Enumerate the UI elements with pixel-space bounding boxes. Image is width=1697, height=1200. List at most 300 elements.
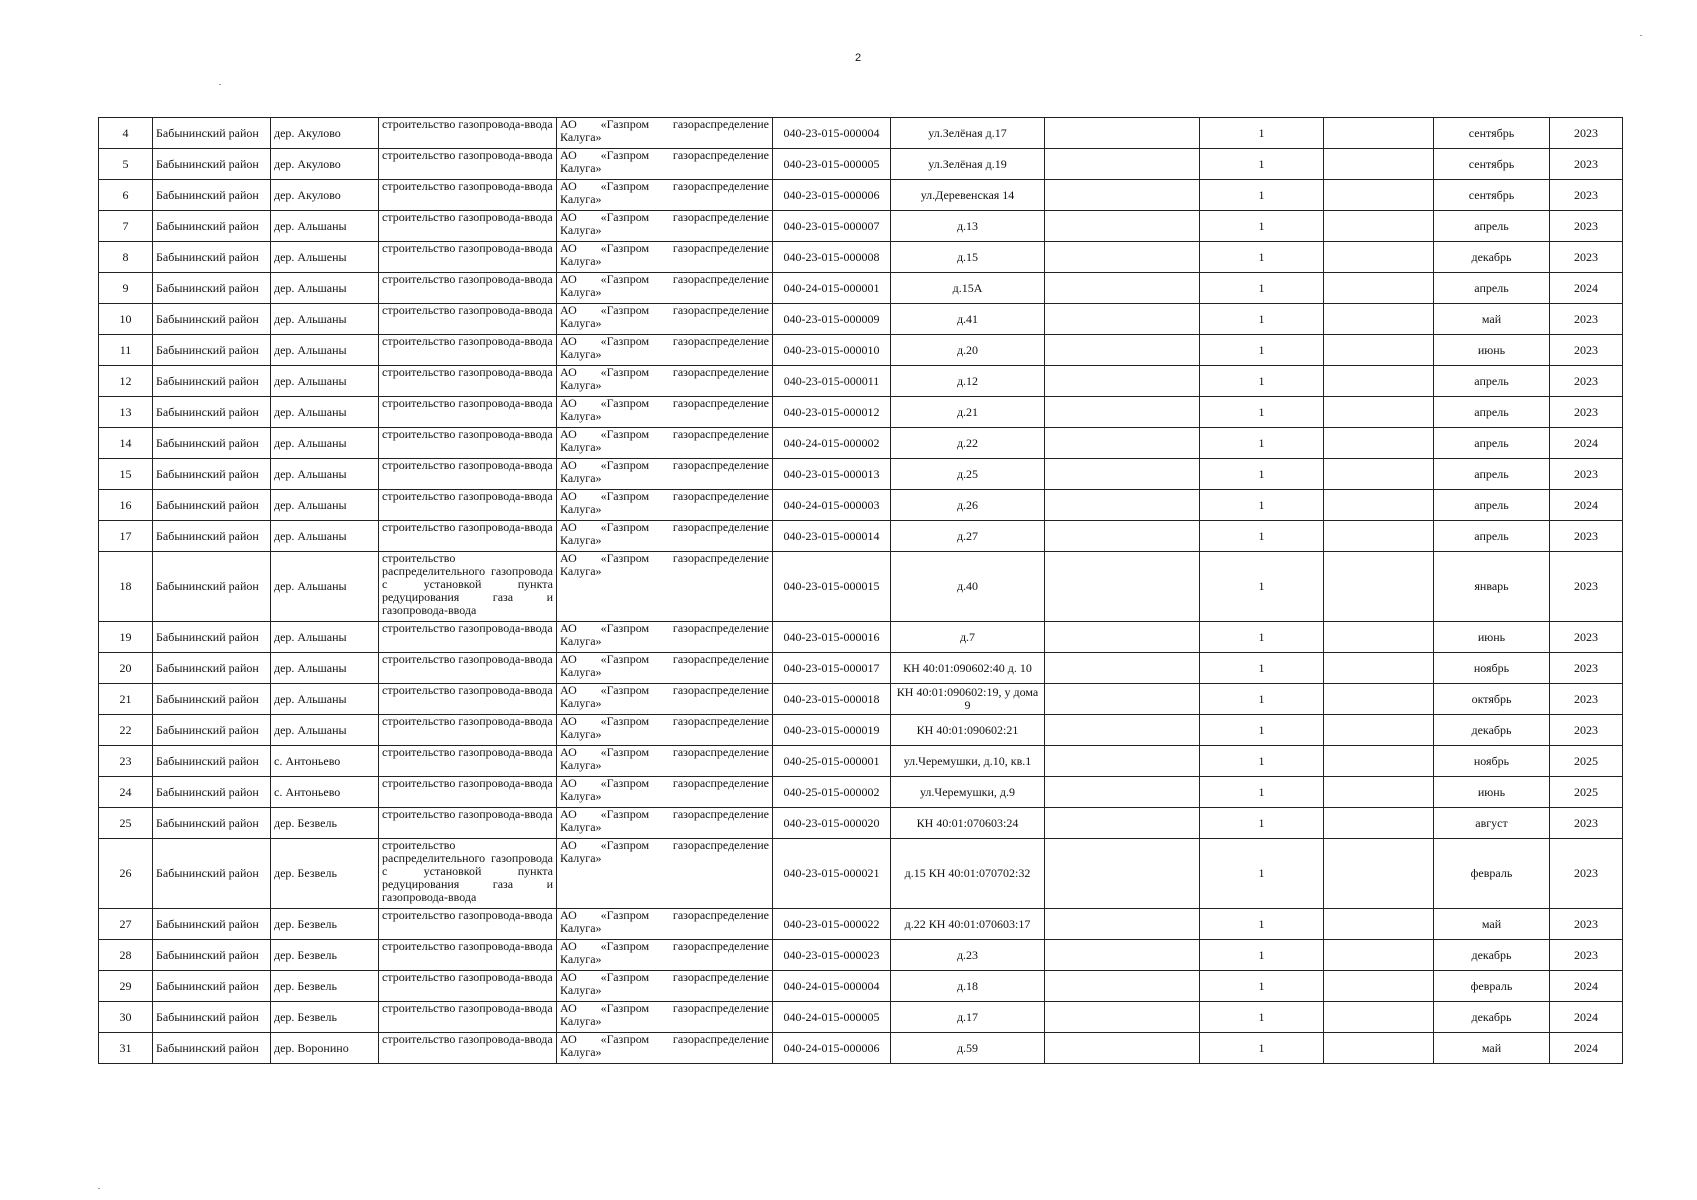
month-cell: декабрь: [1434, 1002, 1550, 1033]
year-cell: 2023: [1550, 242, 1623, 273]
district-cell: Бабынинский район: [153, 1002, 271, 1033]
row-number: 17: [99, 521, 153, 552]
month-cell: февраль: [1434, 839, 1550, 909]
village-cell: дер. Альшаны: [271, 459, 379, 490]
month-cell: апрель: [1434, 397, 1550, 428]
address-cell: д.41: [891, 304, 1045, 335]
village-cell: дер. Безвель: [271, 971, 379, 1002]
month-cell: сентябрь: [1434, 149, 1550, 180]
address-cell: ул.Черемушки, д.9: [891, 777, 1045, 808]
empty-cell: [1324, 839, 1434, 909]
address-cell: д.25: [891, 459, 1045, 490]
quantity-cell: 1: [1200, 1002, 1324, 1033]
empty-cell: [1045, 684, 1200, 715]
empty-cell: [1324, 622, 1434, 653]
work-type-cell: строительство газопровода-ввода: [379, 777, 557, 808]
quantity-cell: 1: [1200, 552, 1324, 622]
year-cell: 2023: [1550, 459, 1623, 490]
year-cell: 2024: [1550, 273, 1623, 304]
month-cell: апрель: [1434, 211, 1550, 242]
object-code-cell: 040-23-015-000019: [773, 715, 891, 746]
organization-cell: АО «Газпром газораспределение Калуга»: [557, 839, 773, 909]
table-row: [99, 746, 1623, 777]
work-type-cell: строительство газопровода-ввода: [379, 335, 557, 366]
address-cell: д.26: [891, 490, 1045, 521]
district-cell: Бабынинский район: [153, 459, 271, 490]
work-type-cell: строительство газопровода-ввода: [379, 746, 557, 777]
address-cell: КН 40:01:090602:40 д. 10: [891, 653, 1045, 684]
table-row: [99, 304, 1623, 335]
row-number: 9: [99, 273, 153, 304]
empty-cell: [1324, 1002, 1434, 1033]
empty-cell: [1324, 304, 1434, 335]
table-row: [99, 715, 1623, 746]
empty-cell: [1324, 715, 1434, 746]
empty-cell: [1324, 808, 1434, 839]
village-cell: дер. Альшаны: [271, 653, 379, 684]
quantity-cell: 1: [1200, 242, 1324, 273]
work-type-cell: строительство газопровода-ввода: [379, 653, 557, 684]
village-cell: дер. Альшаны: [271, 428, 379, 459]
organization-cell: АО «Газпром газораспределение Калуга»: [557, 366, 773, 397]
empty-cell: [1045, 428, 1200, 459]
work-type-cell: строительство распределительного газопровода с установкой пункта редуцирования газа и газопровода-ввода: [379, 552, 557, 622]
table-row: [99, 940, 1623, 971]
table-row: [99, 149, 1623, 180]
work-type-cell: строительство газопровода-ввода: [379, 180, 557, 211]
organization-cell: АО «Газпром газораспределение Калуга»: [557, 777, 773, 808]
year-cell: 2023: [1550, 521, 1623, 552]
district-cell: Бабынинский район: [153, 521, 271, 552]
quantity-cell: 1: [1200, 971, 1324, 1002]
village-cell: дер. Альшаны: [271, 397, 379, 428]
year-cell: 2023: [1550, 684, 1623, 715]
village-cell: дер. Безвель: [271, 909, 379, 940]
scan-speck: [1640, 35, 1642, 36]
organization-cell: АО «Газпром газораспределение Калуга»: [557, 304, 773, 335]
organization-cell: АО «Газпром газораспределение Калуга»: [557, 211, 773, 242]
month-cell: апрель: [1434, 366, 1550, 397]
empty-cell: [1324, 746, 1434, 777]
table-row: [99, 490, 1623, 521]
year-cell: 2023: [1550, 149, 1623, 180]
row-number: 14: [99, 428, 153, 459]
work-type-cell: строительство газопровода-ввода: [379, 211, 557, 242]
address-cell: д.20: [891, 335, 1045, 366]
organization-cell: АО «Газпром газораспределение Калуга»: [557, 180, 773, 211]
quantity-cell: 1: [1200, 909, 1324, 940]
quantity-cell: 1: [1200, 1033, 1324, 1064]
object-code-cell: 040-23-015-000023: [773, 940, 891, 971]
row-number: 29: [99, 971, 153, 1002]
row-number: 23: [99, 746, 153, 777]
row-number: 5: [99, 149, 153, 180]
empty-cell: [1324, 653, 1434, 684]
table-row: [99, 684, 1623, 715]
empty-cell: [1324, 428, 1434, 459]
object-code-cell: 040-23-015-000014: [773, 521, 891, 552]
year-cell: 2024: [1550, 1002, 1623, 1033]
district-cell: Бабынинский район: [153, 211, 271, 242]
empty-cell: [1324, 242, 1434, 273]
month-cell: август: [1434, 808, 1550, 839]
row-number: 18: [99, 552, 153, 622]
work-type-cell: строительство газопровода-ввода: [379, 242, 557, 273]
empty-cell: [1324, 940, 1434, 971]
month-cell: июнь: [1434, 335, 1550, 366]
empty-cell: [1324, 684, 1434, 715]
work-type-cell: строительство газопровода-ввода: [379, 490, 557, 521]
object-code-cell: 040-23-015-000008: [773, 242, 891, 273]
row-number: 19: [99, 622, 153, 653]
work-type-cell: строительство газопровода-ввода: [379, 971, 557, 1002]
gas-connection-table: [98, 117, 1623, 1064]
empty-cell: [1324, 909, 1434, 940]
row-number: 27: [99, 909, 153, 940]
address-cell: д.15 КН 40:01:070702:32: [891, 839, 1045, 909]
year-cell: 2025: [1550, 777, 1623, 808]
district-cell: Бабынинский район: [153, 839, 271, 909]
organization-cell: АО «Газпром газораспределение Калуга»: [557, 622, 773, 653]
address-cell: КН 40:01:090602:21: [891, 715, 1045, 746]
table-row: [99, 118, 1623, 149]
quantity-cell: 1: [1200, 366, 1324, 397]
month-cell: ноябрь: [1434, 746, 1550, 777]
row-number: 21: [99, 684, 153, 715]
quantity-cell: 1: [1200, 490, 1324, 521]
empty-cell: [1045, 521, 1200, 552]
address-cell: ул.Деревенская 14: [891, 180, 1045, 211]
organization-cell: АО «Газпром газораспределение Калуга»: [557, 397, 773, 428]
empty-cell: [1324, 180, 1434, 211]
organization-cell: АО «Газпром газораспределение Калуга»: [557, 1033, 773, 1064]
year-cell: 2023: [1550, 653, 1623, 684]
district-cell: Бабынинский район: [153, 777, 271, 808]
month-cell: июнь: [1434, 622, 1550, 653]
address-cell: КН 40:01:070603:24: [891, 808, 1045, 839]
empty-cell: [1045, 118, 1200, 149]
year-cell: 2023: [1550, 397, 1623, 428]
address-cell: д.23: [891, 940, 1045, 971]
organization-cell: АО «Газпром газораспределение Калуга»: [557, 1002, 773, 1033]
year-cell: 2024: [1550, 971, 1623, 1002]
object-code-cell: 040-23-015-000009: [773, 304, 891, 335]
address-cell: д.59: [891, 1033, 1045, 1064]
object-code-cell: 040-23-015-000011: [773, 366, 891, 397]
organization-cell: АО «Газпром газораспределение Калуга»: [557, 746, 773, 777]
empty-cell: [1045, 211, 1200, 242]
quantity-cell: 1: [1200, 839, 1324, 909]
table-row: [99, 335, 1623, 366]
empty-cell: [1045, 653, 1200, 684]
row-number: 13: [99, 397, 153, 428]
table-row: [99, 971, 1623, 1002]
row-number: 11: [99, 335, 153, 366]
organization-cell: АО «Газпром газораспределение Калуга»: [557, 653, 773, 684]
organization-cell: АО «Газпром газораспределение Калуга»: [557, 459, 773, 490]
empty-cell: [1324, 366, 1434, 397]
row-number: 16: [99, 490, 153, 521]
row-number: 30: [99, 1002, 153, 1033]
organization-cell: АО «Газпром газораспределение Калуга»: [557, 242, 773, 273]
work-type-cell: строительство газопровода-ввода: [379, 808, 557, 839]
row-number: 7: [99, 211, 153, 242]
district-cell: Бабынинский район: [153, 149, 271, 180]
year-cell: 2023: [1550, 909, 1623, 940]
empty-cell: [1324, 273, 1434, 304]
empty-cell: [1324, 552, 1434, 622]
empty-cell: [1045, 273, 1200, 304]
quantity-cell: 1: [1200, 715, 1324, 746]
empty-cell: [1324, 777, 1434, 808]
work-type-cell: строительство газопровода-ввода: [379, 521, 557, 552]
quantity-cell: 1: [1200, 459, 1324, 490]
empty-cell: [1045, 715, 1200, 746]
empty-cell: [1324, 971, 1434, 1002]
village-cell: дер. Безвель: [271, 1002, 379, 1033]
year-cell: 2024: [1550, 490, 1623, 521]
month-cell: октябрь: [1434, 684, 1550, 715]
empty-cell: [1045, 304, 1200, 335]
object-code-cell: 040-24-015-000002: [773, 428, 891, 459]
object-code-cell: 040-23-015-000021: [773, 839, 891, 909]
organization-cell: АО «Газпром газораспределение Калуга»: [557, 118, 773, 149]
village-cell: с. Антоньево: [271, 777, 379, 808]
object-code-cell: 040-23-015-000015: [773, 552, 891, 622]
village-cell: дер. Альшаны: [271, 622, 379, 653]
object-code-cell: 040-23-015-000013: [773, 459, 891, 490]
work-type-cell: строительство газопровода-ввода: [379, 428, 557, 459]
address-cell: д.22 КН 40:01:070603:17: [891, 909, 1045, 940]
address-cell: ул.Зелёная д.17: [891, 118, 1045, 149]
address-cell: д.21: [891, 397, 1045, 428]
address-cell: д.15А: [891, 273, 1045, 304]
table-row: [99, 909, 1623, 940]
month-cell: сентябрь: [1434, 180, 1550, 211]
district-cell: Бабынинский район: [153, 909, 271, 940]
district-cell: Бабынинский район: [153, 552, 271, 622]
table-row: [99, 1002, 1623, 1033]
work-type-cell: строительство газопровода-ввода: [379, 940, 557, 971]
address-cell: д.15: [891, 242, 1045, 273]
table-row: [99, 653, 1623, 684]
address-cell: д.27: [891, 521, 1045, 552]
row-number: 20: [99, 653, 153, 684]
row-number: 31: [99, 1033, 153, 1064]
village-cell: дер. Акулово: [271, 118, 379, 149]
work-type-cell: строительство газопровода-ввода: [379, 715, 557, 746]
table-row: [99, 397, 1623, 428]
object-code-cell: 040-24-015-000006: [773, 1033, 891, 1064]
table-row: [99, 808, 1623, 839]
district-cell: Бабынинский район: [153, 971, 271, 1002]
empty-cell: [1324, 1033, 1434, 1064]
village-cell: с. Антоньево: [271, 746, 379, 777]
organization-cell: АО «Газпром газораспределение Калуга»: [557, 909, 773, 940]
district-cell: Бабынинский район: [153, 653, 271, 684]
table-row: [99, 459, 1623, 490]
district-cell: Бабынинский район: [153, 622, 271, 653]
empty-cell: [1045, 1033, 1200, 1064]
table-row: [99, 552, 1623, 622]
district-cell: Бабынинский район: [153, 118, 271, 149]
object-code-cell: 040-23-015-000004: [773, 118, 891, 149]
object-code-cell: 040-25-015-000002: [773, 777, 891, 808]
quantity-cell: 1: [1200, 335, 1324, 366]
month-cell: ноябрь: [1434, 653, 1550, 684]
district-cell: Бабынинский район: [153, 180, 271, 211]
month-cell: февраль: [1434, 971, 1550, 1002]
empty-cell: [1045, 746, 1200, 777]
month-cell: апрель: [1434, 459, 1550, 490]
work-type-cell: строительство газопровода-ввода: [379, 366, 557, 397]
month-cell: апрель: [1434, 521, 1550, 552]
district-cell: Бабынинский район: [153, 304, 271, 335]
village-cell: дер. Безвель: [271, 940, 379, 971]
work-type-cell: строительство газопровода-ввода: [379, 909, 557, 940]
address-cell: д.18: [891, 971, 1045, 1002]
village-cell: дер. Альшаны: [271, 715, 379, 746]
village-cell: дер. Воронино: [271, 1033, 379, 1064]
year-cell: 2023: [1550, 808, 1623, 839]
organization-cell: АО «Газпром газораспределение Калуга»: [557, 273, 773, 304]
work-type-cell: строительство газопровода-ввода: [379, 118, 557, 149]
village-cell: дер. Акулово: [271, 180, 379, 211]
empty-cell: [1324, 149, 1434, 180]
row-number: 24: [99, 777, 153, 808]
empty-cell: [1045, 909, 1200, 940]
address-cell: ул.Зелёная д.19: [891, 149, 1045, 180]
object-code-cell: 040-23-015-000006: [773, 180, 891, 211]
quantity-cell: 1: [1200, 180, 1324, 211]
object-code-cell: 040-23-015-000017: [773, 653, 891, 684]
village-cell: дер. Акулово: [271, 149, 379, 180]
village-cell: дер. Безвель: [271, 808, 379, 839]
object-code-cell: 040-23-015-000012: [773, 397, 891, 428]
object-code-cell: 040-23-015-000010: [773, 335, 891, 366]
address-cell: д.13: [891, 211, 1045, 242]
address-cell: д.40: [891, 552, 1045, 622]
village-cell: дер. Альшаны: [271, 552, 379, 622]
table-body: [99, 118, 1623, 1064]
village-cell: дер. Альшаны: [271, 335, 379, 366]
empty-cell: [1045, 366, 1200, 397]
table-row: [99, 180, 1623, 211]
month-cell: май: [1434, 1033, 1550, 1064]
organization-cell: АО «Газпром газораспределение Калуга»: [557, 552, 773, 622]
empty-cell: [1324, 459, 1434, 490]
table-row: [99, 839, 1623, 909]
year-cell: 2023: [1550, 366, 1623, 397]
table-row: [99, 777, 1623, 808]
month-cell: май: [1434, 304, 1550, 335]
year-cell: 2023: [1550, 304, 1623, 335]
table-row: [99, 521, 1623, 552]
work-type-cell: строительство газопровода-ввода: [379, 1033, 557, 1064]
month-cell: сентябрь: [1434, 118, 1550, 149]
empty-cell: [1045, 459, 1200, 490]
row-number: 26: [99, 839, 153, 909]
village-cell: дер. Альшаны: [271, 521, 379, 552]
row-number: 28: [99, 940, 153, 971]
year-cell: 2023: [1550, 211, 1623, 242]
empty-cell: [1324, 335, 1434, 366]
quantity-cell: 1: [1200, 304, 1324, 335]
row-number: 4: [99, 118, 153, 149]
empty-cell: [1045, 940, 1200, 971]
row-number: 25: [99, 808, 153, 839]
year-cell: 2025: [1550, 746, 1623, 777]
organization-cell: АО «Газпром газораспределение Калуга»: [557, 684, 773, 715]
month-cell: декабрь: [1434, 242, 1550, 273]
district-cell: Бабынинский район: [153, 273, 271, 304]
empty-cell: [1045, 242, 1200, 273]
table-row: [99, 211, 1623, 242]
object-code-cell: 040-25-015-000001: [773, 746, 891, 777]
table-row: [99, 1033, 1623, 1064]
empty-cell: [1045, 1002, 1200, 1033]
object-code-cell: 040-24-015-000003: [773, 490, 891, 521]
year-cell: 2023: [1550, 118, 1623, 149]
empty-cell: [1045, 622, 1200, 653]
empty-cell: [1045, 397, 1200, 428]
district-cell: Бабынинский район: [153, 335, 271, 366]
quantity-cell: 1: [1200, 149, 1324, 180]
month-cell: декабрь: [1434, 940, 1550, 971]
object-code-cell: 040-23-015-000005: [773, 149, 891, 180]
work-type-cell: строительство газопровода-ввода: [379, 304, 557, 335]
scan-speck: [219, 84, 221, 85]
object-code-cell: 040-23-015-000007: [773, 211, 891, 242]
village-cell: дер. Альшаны: [271, 490, 379, 521]
object-code-cell: 040-24-015-000004: [773, 971, 891, 1002]
empty-cell: [1045, 971, 1200, 1002]
row-number: 6: [99, 180, 153, 211]
empty-cell: [1045, 180, 1200, 211]
table-row: [99, 428, 1623, 459]
year-cell: 2023: [1550, 335, 1623, 366]
address-cell: д.22: [891, 428, 1045, 459]
year-cell: 2024: [1550, 428, 1623, 459]
address-cell: ул.Черемушки, д.10, кв.1: [891, 746, 1045, 777]
row-number: 12: [99, 366, 153, 397]
empty-cell: [1324, 397, 1434, 428]
row-number: 10: [99, 304, 153, 335]
month-cell: январь: [1434, 552, 1550, 622]
village-cell: дер. Альшаны: [271, 211, 379, 242]
organization-cell: АО «Газпром газораспределение Калуга»: [557, 715, 773, 746]
month-cell: апрель: [1434, 490, 1550, 521]
work-type-cell: строительство газопровода-ввода: [379, 149, 557, 180]
scan-speck: [98, 1188, 100, 1189]
district-cell: Бабынинский район: [153, 684, 271, 715]
address-cell: КН 40:01:090602:19, у дома 9: [891, 684, 1045, 715]
organization-cell: АО «Газпром газораспределение Калуга»: [557, 149, 773, 180]
district-cell: Бабынинский район: [153, 808, 271, 839]
empty-cell: [1324, 118, 1434, 149]
organization-cell: АО «Газпром газораспределение Калуга»: [557, 428, 773, 459]
district-cell: Бабынинский район: [153, 490, 271, 521]
empty-cell: [1045, 777, 1200, 808]
village-cell: дер. Альшаны: [271, 684, 379, 715]
table-row: [99, 622, 1623, 653]
quantity-cell: 1: [1200, 808, 1324, 839]
district-cell: Бабынинский район: [153, 366, 271, 397]
work-type-cell: строительство газопровода-ввода: [379, 622, 557, 653]
month-cell: май: [1434, 909, 1550, 940]
quantity-cell: 1: [1200, 622, 1324, 653]
quantity-cell: 1: [1200, 397, 1324, 428]
